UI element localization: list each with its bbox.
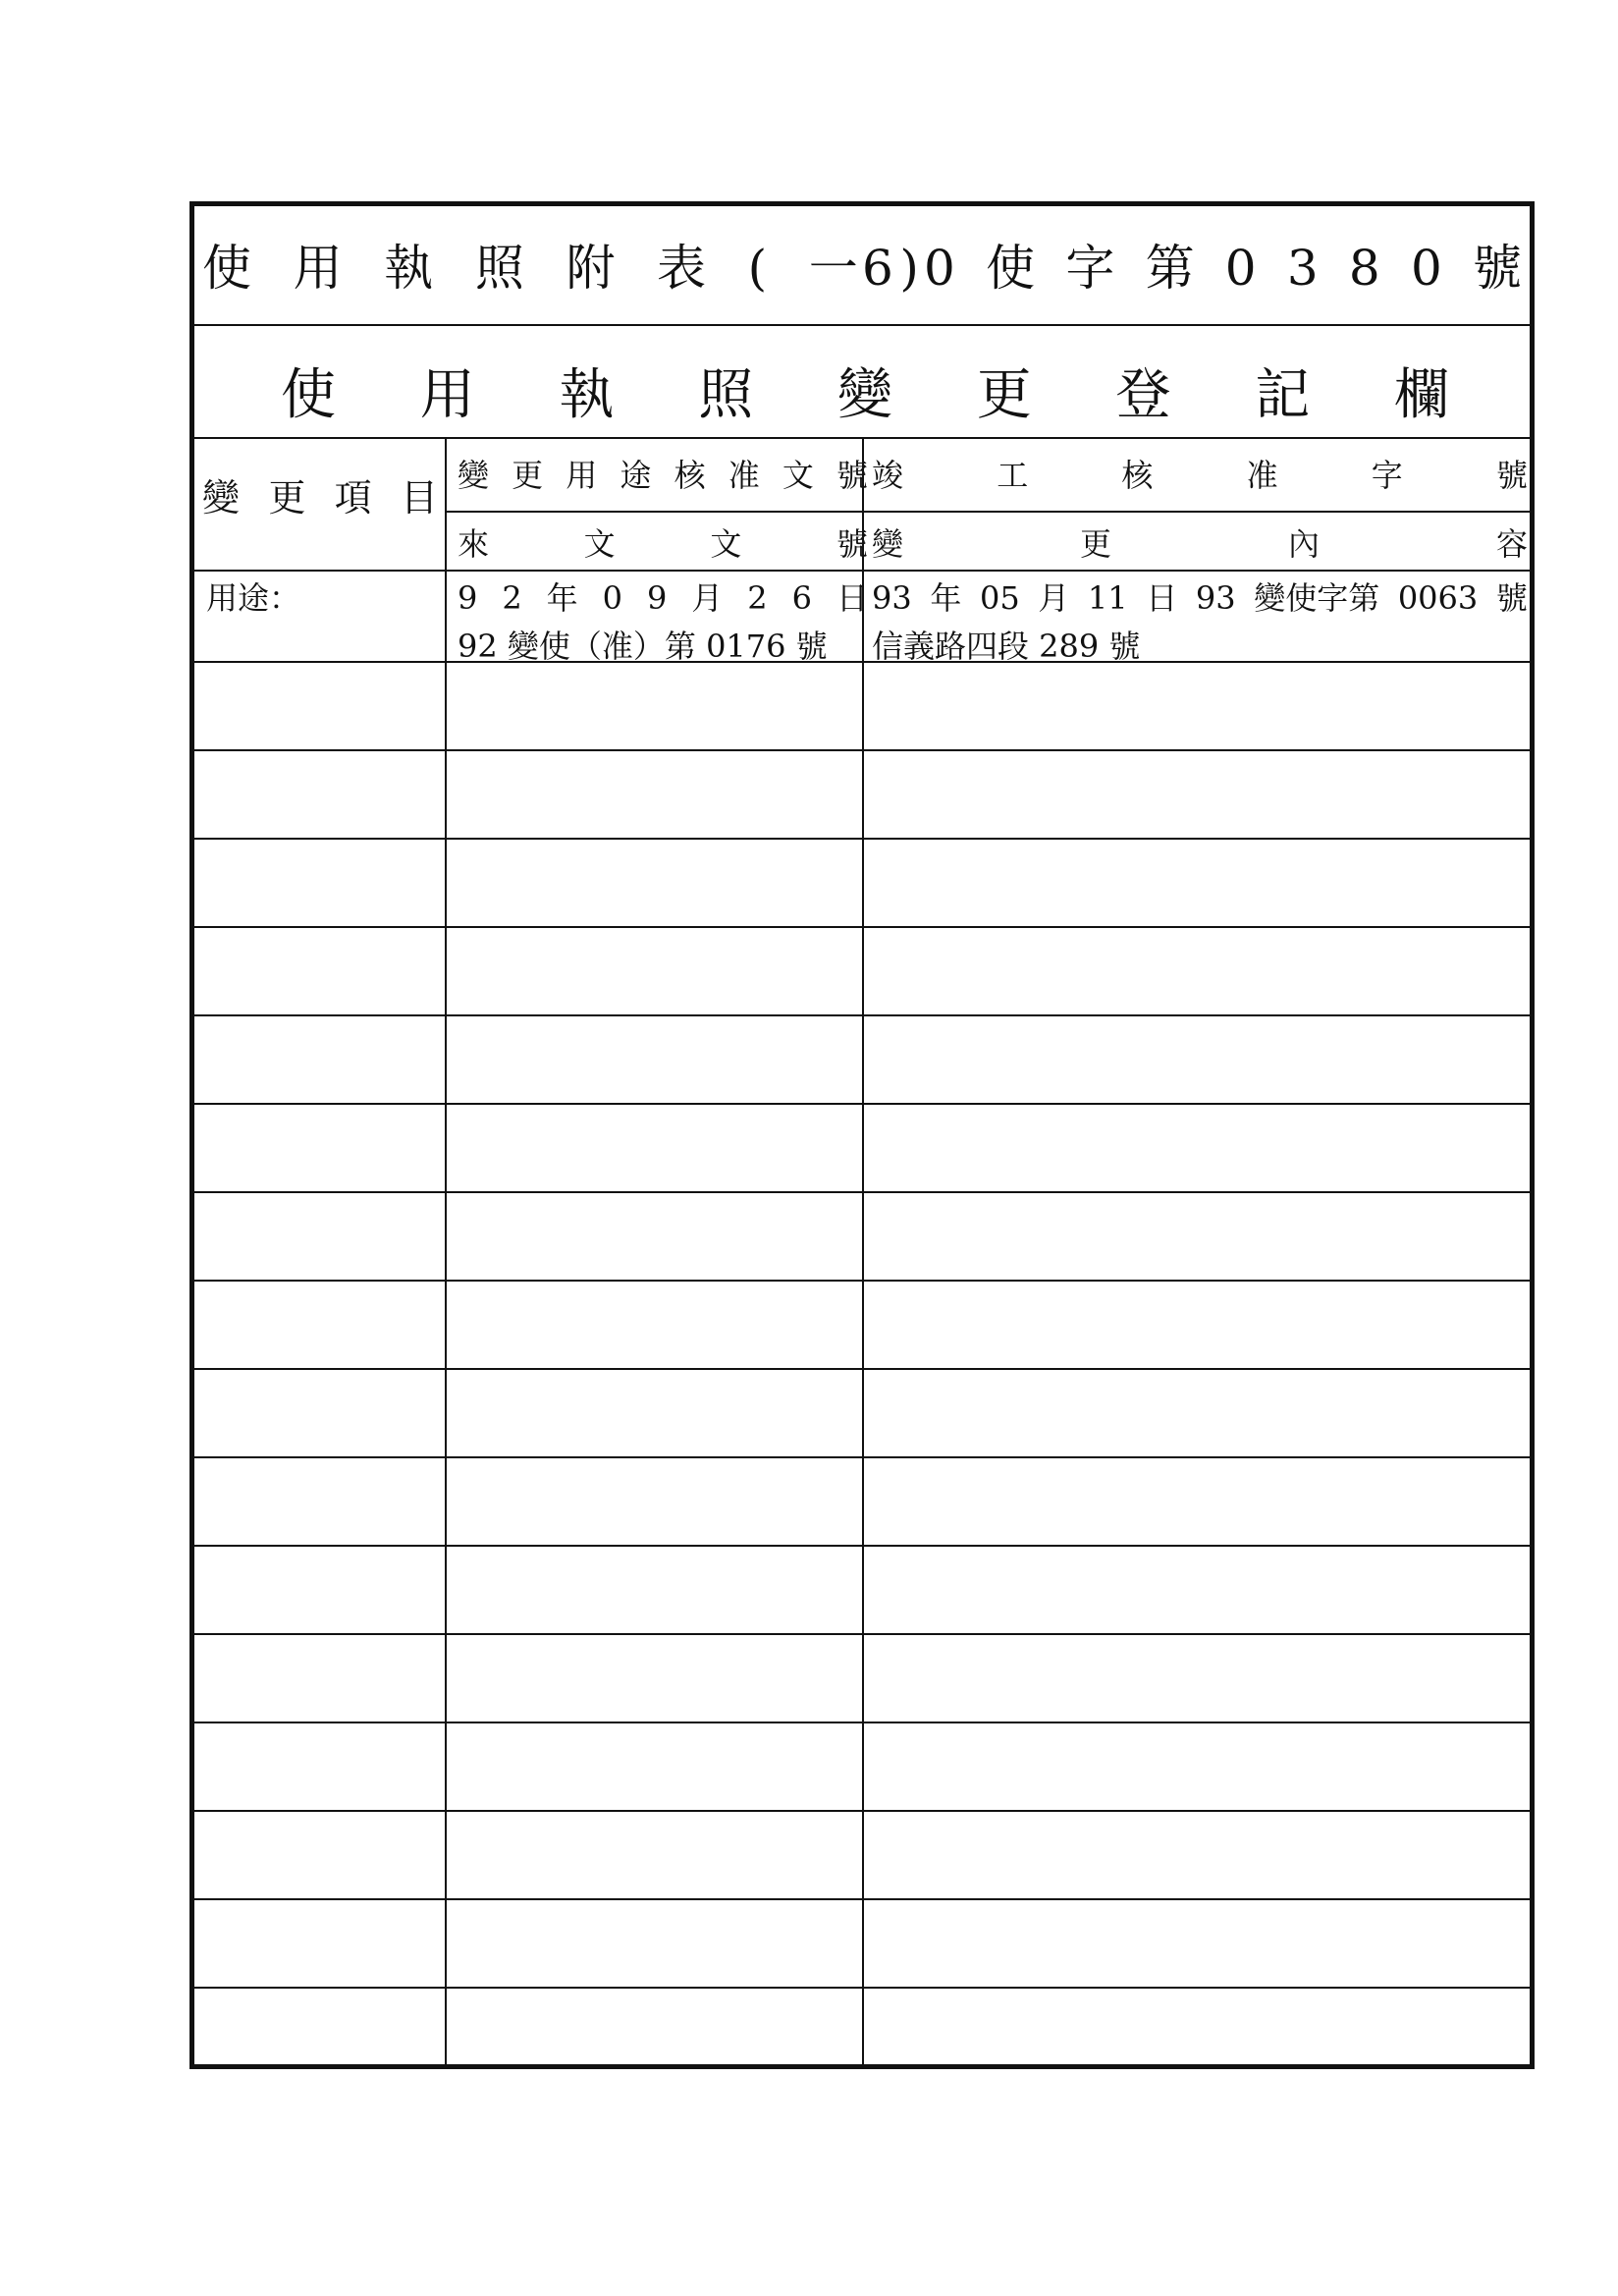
header-change-content: [872, 525, 1528, 563]
char: 6: [791, 579, 812, 617]
char: 照: [474, 240, 524, 297]
char: 記: [1255, 363, 1311, 427]
char: 執: [384, 240, 434, 297]
row-divider: [194, 749, 1530, 751]
char: 號: [836, 525, 868, 563]
char: 日: [836, 579, 868, 617]
row-divider: [194, 1014, 1530, 1016]
row-divider: [194, 1987, 1530, 1989]
char: 項: [334, 476, 372, 519]
char: 更: [512, 457, 544, 494]
char: 3: [1286, 240, 1319, 297]
char: 更: [268, 476, 306, 519]
char: 第: [1145, 240, 1195, 297]
char: 用: [293, 240, 343, 297]
divider: [194, 324, 1530, 326]
char: 0: [924, 240, 955, 297]
char: 0: [1410, 240, 1442, 297]
section-banner: [281, 363, 1449, 427]
char: 文: [782, 457, 814, 494]
char: 月: [691, 579, 724, 617]
row-divider: [194, 838, 1530, 840]
header-completion-approval-no: [872, 457, 1528, 494]
char: 表: [657, 240, 707, 297]
char: 月: [1038, 579, 1070, 617]
char: 附: [566, 240, 616, 297]
char: 使: [281, 363, 336, 427]
row-divider: [194, 1810, 1530, 1812]
char: 日: [1146, 579, 1178, 617]
char: 文: [583, 525, 616, 563]
char: 使: [202, 240, 251, 297]
row1-change-content: 信義路四段 289 號: [872, 628, 1141, 665]
char: 一: [808, 240, 858, 297]
column-divider: [862, 437, 864, 2064]
divider: [194, 570, 1530, 572]
row-divider: [194, 926, 1530, 928]
row-divider: [194, 1545, 1530, 1547]
header-incoming-doc-no: [458, 525, 868, 563]
char: 6: [862, 240, 893, 297]
row-divider: [194, 1368, 1530, 1370]
char: 號: [1495, 579, 1528, 617]
char: 號: [1495, 457, 1528, 494]
char: ): [899, 240, 919, 297]
char: 2: [747, 579, 768, 617]
char: 變: [458, 457, 490, 494]
row-divider: [194, 1103, 1530, 1105]
char: 內: [1287, 525, 1320, 563]
row-divider: [194, 1280, 1530, 1282]
char: 欄: [1394, 363, 1449, 427]
char: 0: [1224, 240, 1257, 297]
char: 來: [458, 525, 490, 563]
row-divider: [194, 1633, 1530, 1635]
char: 照: [698, 363, 754, 427]
char: (: [747, 240, 768, 297]
char: 8: [1348, 240, 1380, 297]
char: 93: [1195, 579, 1236, 617]
usage-license-change-form: [189, 201, 1535, 2069]
char: 登: [1115, 363, 1171, 427]
license-number: [862, 240, 1522, 297]
header-approval-doc-no: [458, 457, 868, 494]
char: 變: [837, 363, 892, 427]
row-divider: [194, 661, 1530, 663]
char: 年: [546, 579, 578, 617]
char: 更: [1079, 525, 1111, 563]
row-divider: [194, 1898, 1530, 1900]
char: 核: [674, 457, 706, 494]
char: 目: [400, 476, 438, 519]
char: 文: [710, 525, 742, 563]
char: 字: [1371, 457, 1403, 494]
char: 11: [1087, 579, 1128, 617]
char: 0063: [1397, 579, 1479, 617]
row1-item: 用途：: [206, 579, 301, 617]
char: 05: [979, 579, 1020, 617]
row1-doc-no: 92 變使（准）第 0176 號: [458, 628, 828, 665]
char: 字: [1065, 240, 1115, 297]
char: 0: [602, 579, 622, 617]
char: 年: [930, 579, 962, 617]
row-divider: [194, 1456, 1530, 1458]
char: 執: [559, 363, 615, 427]
char: 工: [997, 457, 1029, 494]
form-title: [202, 240, 919, 297]
char: 變使字第: [1254, 579, 1380, 617]
char: 號: [836, 457, 868, 494]
char: 准: [1246, 457, 1278, 494]
row-divider: [194, 1722, 1530, 1723]
char: 途: [620, 457, 652, 494]
char: 容: [1495, 525, 1528, 563]
char: 號: [1472, 240, 1522, 297]
char: 變: [872, 525, 904, 563]
char: 更: [976, 363, 1032, 427]
char: 93: [872, 579, 912, 617]
char: 9: [458, 579, 478, 617]
row1-completion-approval: [872, 579, 1528, 617]
row-divider: [194, 1191, 1530, 1193]
column-divider: [445, 437, 447, 2064]
char: 2: [502, 579, 522, 617]
divider: [445, 511, 1530, 513]
char: 核: [1121, 457, 1154, 494]
char: 准: [728, 457, 760, 494]
char: 變: [202, 476, 241, 519]
header-change-item: [202, 476, 438, 519]
char: 用: [566, 457, 598, 494]
char: 使: [986, 240, 1036, 297]
char: 用: [419, 363, 475, 427]
row1-date: [458, 579, 868, 617]
char: 9: [646, 579, 668, 617]
char: 竣: [872, 457, 904, 494]
